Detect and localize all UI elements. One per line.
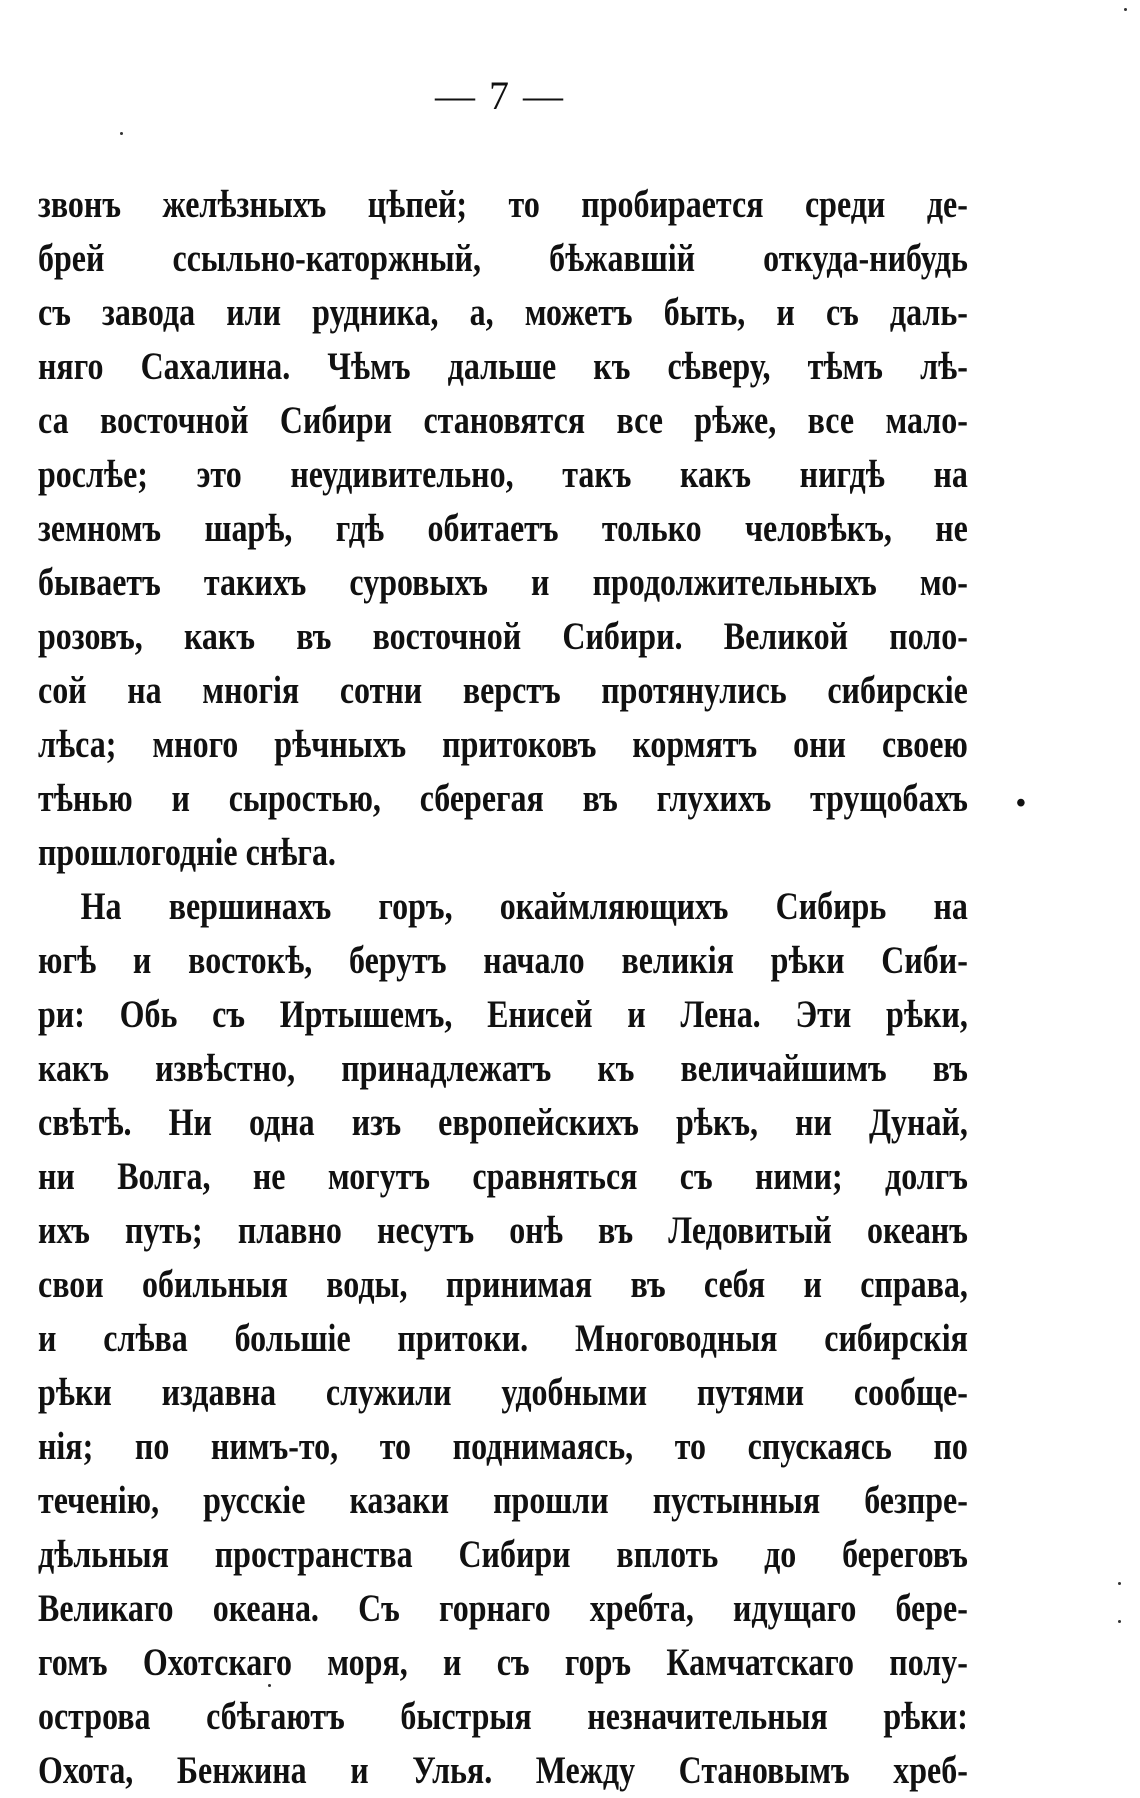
text-line: югѣ и востокѣ, берутъ начало великія рѣки Сиби- bbox=[38, 939, 968, 982]
print-speck bbox=[120, 132, 123, 135]
paragraph-2 bbox=[38, 880, 968, 1798]
print-speck bbox=[1118, 1620, 1121, 1623]
page-number: — 7 — bbox=[435, 73, 565, 118]
text-line: острова сбѣгаютъ быстрыя незначительныя рѣки: bbox=[38, 1695, 968, 1738]
text-line: нія; по нимъ-то, то поднимаясь, то спускаясь по bbox=[38, 1425, 968, 1468]
text-line: съ завода или рудника, а, можетъ быть, и съ даль- bbox=[38, 291, 968, 334]
text-line: рослѣе; это неудивительно, такъ какъ нигдѣ на bbox=[38, 453, 968, 496]
text-line: рѣки издавна служили удобными путями сообще- bbox=[38, 1371, 968, 1414]
text-line: Охота, Бенжина и Улья. Между Становымъ хреб- bbox=[38, 1749, 968, 1792]
text-line: свои обильныя воды, принимая въ себя и справа, bbox=[38, 1263, 968, 1306]
print-speck bbox=[268, 1684, 271, 1687]
text-line: свѣтѣ. Ни одна изъ европейскихъ рѣкъ, ни Дунай, bbox=[38, 1101, 968, 1144]
text-line: звонъ желѣзныхъ цѣпей; то пробирается среди де- bbox=[38, 183, 968, 226]
text-line: Великаго океана. Съ горнаго хребта, идущаго бере- bbox=[38, 1587, 968, 1630]
text-line: и слѣва большіе притоки. Многоводныя сибирскія bbox=[38, 1317, 968, 1360]
text-line: земномъ шарѣ, гдѣ обитаетъ только человѣкъ, не bbox=[38, 507, 968, 550]
text-line: ихъ путь; плавно несутъ онѣ въ Ледовитый океанъ bbox=[38, 1209, 968, 1252]
text-line: тѣнью и сыростью, сберегая въ глухихъ трущобахъ bbox=[38, 777, 968, 820]
text-line: лѣса; много рѣчныхъ притоковъ кормятъ они своею bbox=[38, 723, 968, 766]
text-line: брей ссыльно-каторжный, бѣжавшій откуда-нибудь bbox=[38, 237, 968, 280]
text-line: няго Сахалина. Чѣмъ дальше къ сѣверу, тѣмъ лѣ- bbox=[38, 345, 968, 388]
text-line: ни Волга, не могутъ сравняться съ ними; долгъ bbox=[38, 1155, 968, 1198]
text-line: ри: Обь съ Иртышемъ, Енисей и Лена. Эти рѣки, bbox=[38, 993, 968, 1036]
text-line: На вершинахъ горъ, окаймляющихъ Сибирь на bbox=[80, 885, 968, 928]
text-line: сой на многія сотни верстъ протянулись сибирскіе bbox=[38, 669, 968, 712]
print-speck bbox=[1118, 1582, 1121, 1585]
margin-mark: • bbox=[1016, 788, 1026, 819]
text-line: гомъ Охотскаго моря, и съ горъ Камчатскаго полу- bbox=[38, 1641, 968, 1684]
text-line: прошлогодніе снѣга. bbox=[38, 831, 336, 874]
body-text bbox=[38, 178, 968, 1798]
print-speck bbox=[1124, 8, 1127, 11]
text-line: теченію, русскіе казаки прошли пустынныя безпре- bbox=[38, 1479, 968, 1522]
text-line: какъ извѣстно, принадлежатъ къ величайшимъ въ bbox=[38, 1047, 968, 1090]
text-line: са восточной Сибири становятся все рѣже, все мало- bbox=[38, 399, 968, 442]
text-line: розовъ, какъ въ восточной Сибири. Великой поло- bbox=[38, 615, 968, 658]
text-line: дѣльныя пространства Сибири вплоть до береговъ bbox=[38, 1533, 968, 1576]
text-line: бываетъ такихъ суровыхъ и продолжительныхъ мо- bbox=[38, 561, 968, 604]
paragraph-1 bbox=[38, 178, 968, 880]
